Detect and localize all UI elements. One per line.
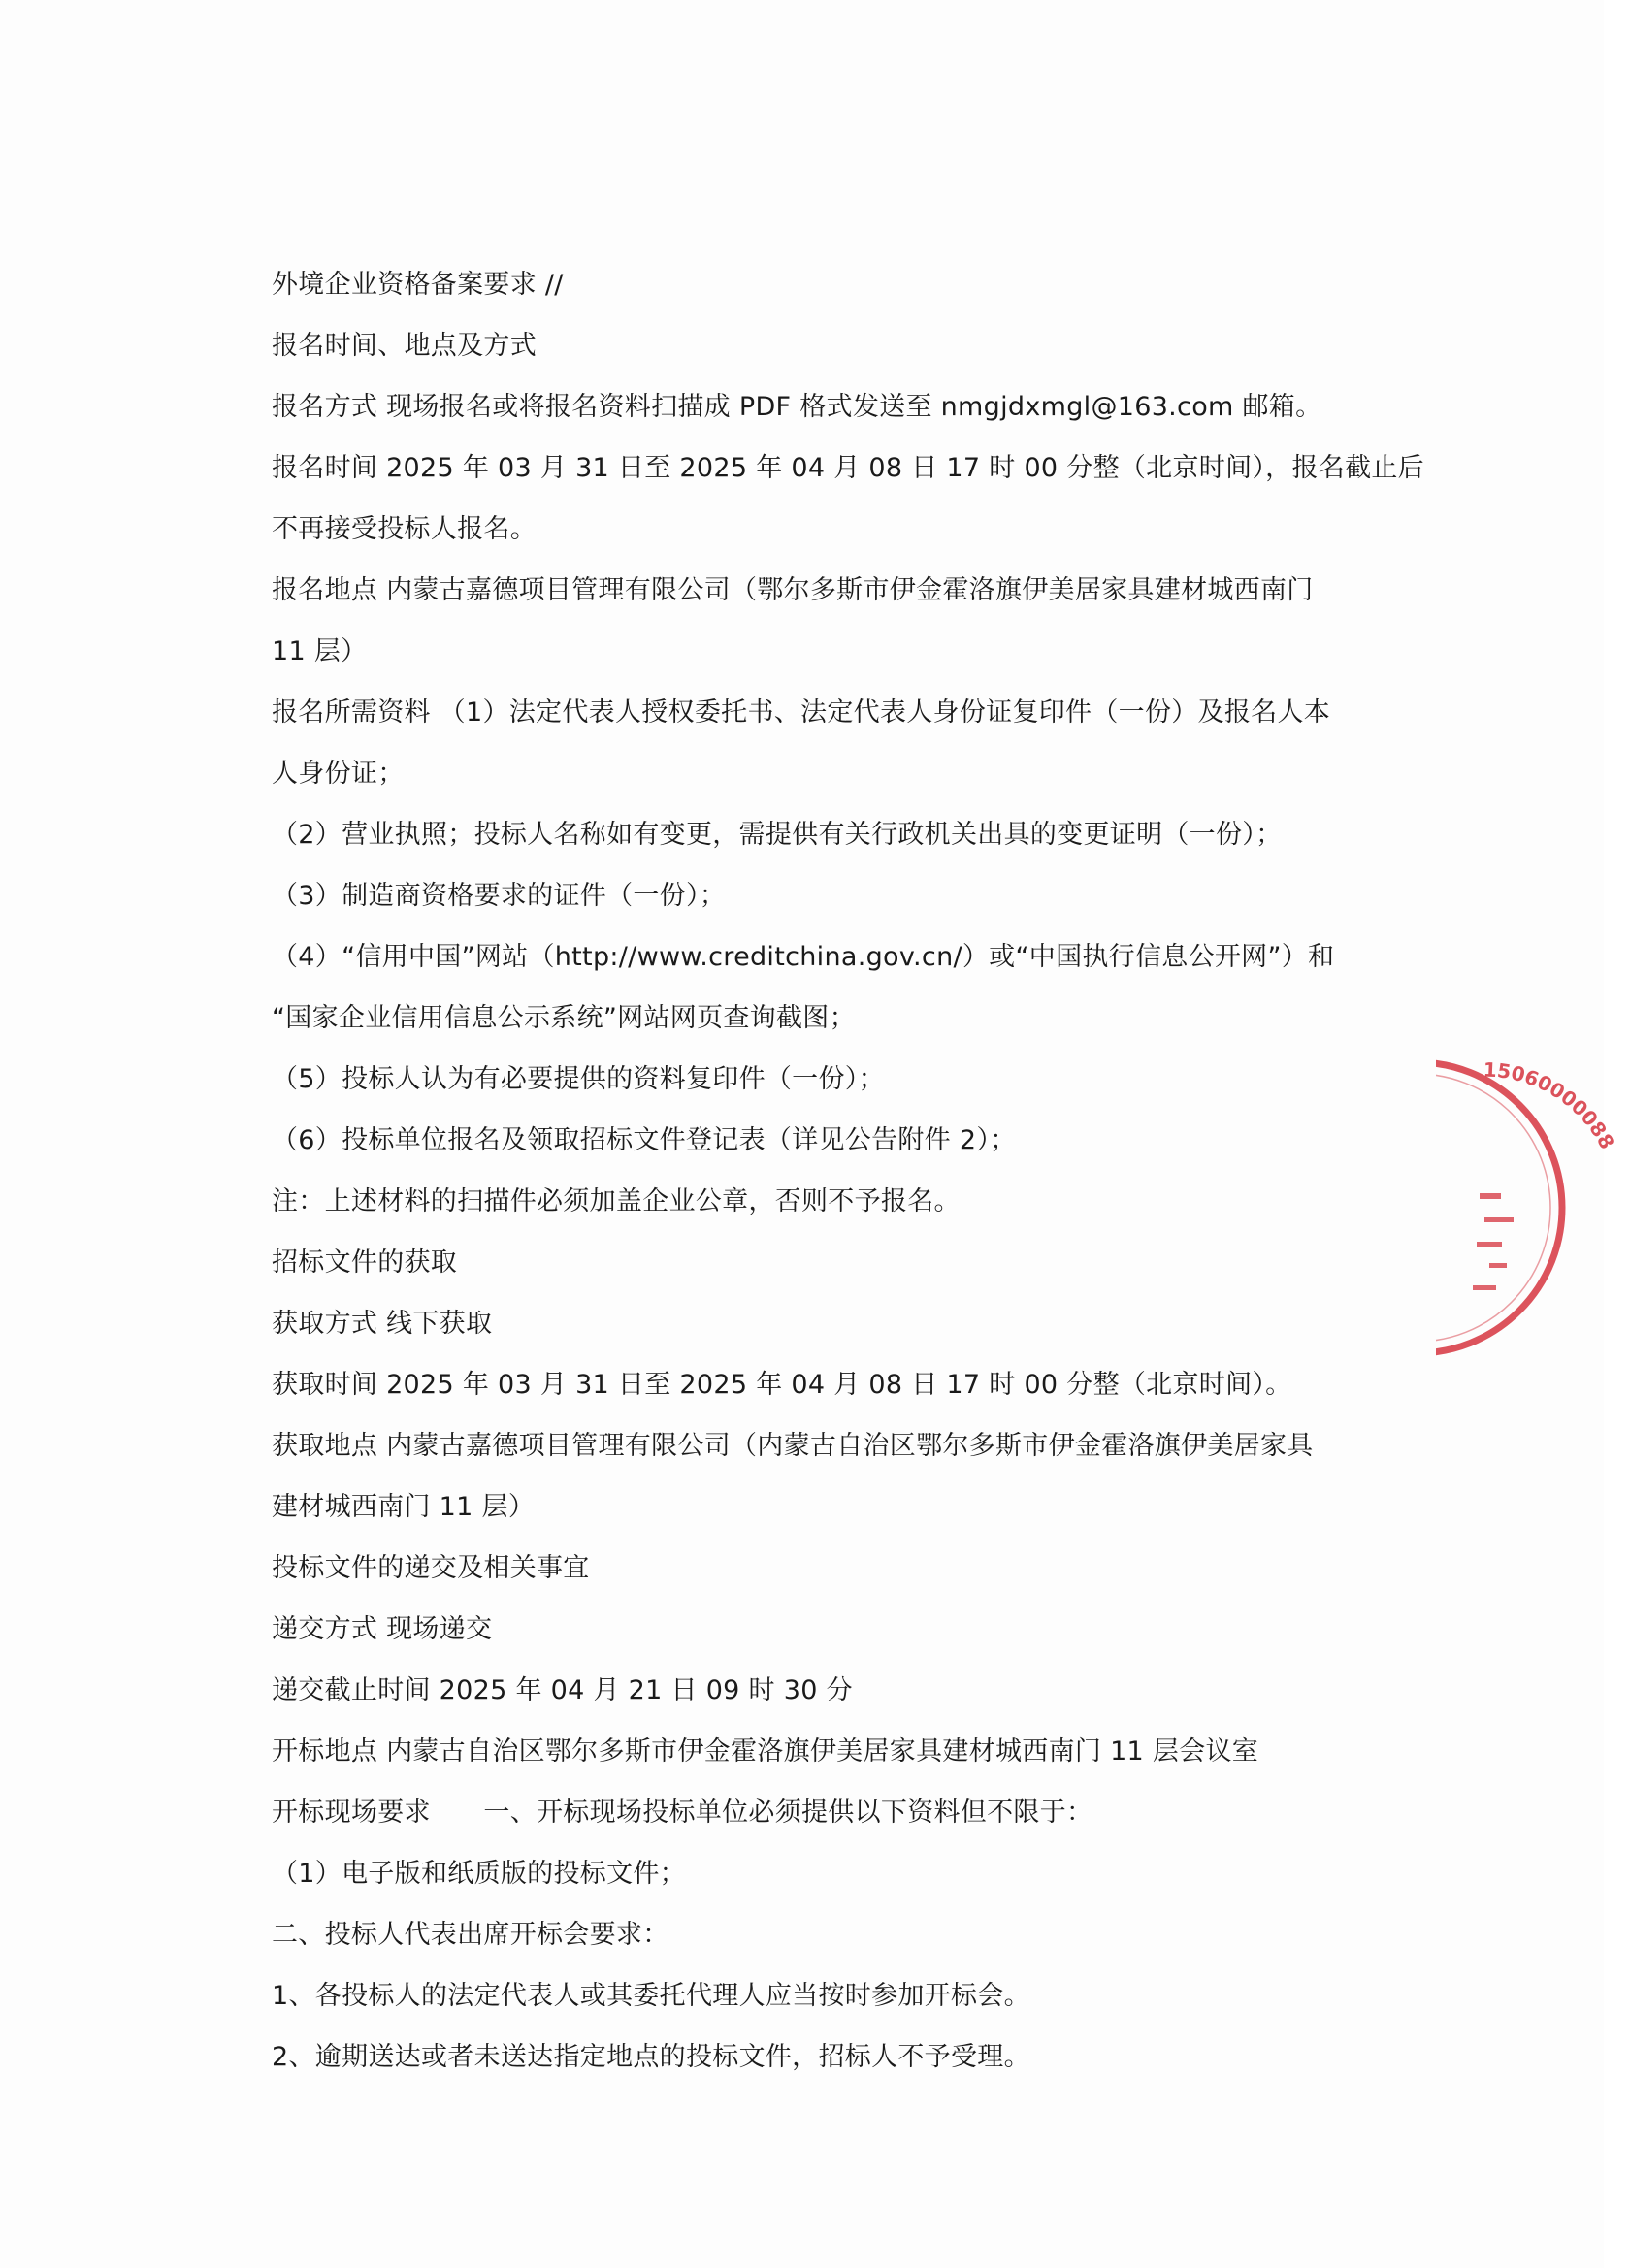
text-line: 二、投标人代表出席开标会要求： [272, 1920, 669, 1950]
section-heading: 投标文件的递交及相关事宜 [272, 1553, 590, 1583]
list-item: （4）“信用中国”网站（http://www.creditchina.gov.cn/）或“中国执行信息公开网”）和 [272, 942, 1335, 972]
text-line: 获取地点 内蒙古嘉德项目管理有限公司（内蒙古自治区鄂尔多斯市伊金霍洛旗伊美居家具 [272, 1431, 1314, 1461]
text-line: 不再接受投标人报名。 [272, 514, 537, 544]
text-line: 建材城西南门 11 层） [272, 1492, 536, 1522]
text-line: 开标地点 内蒙古自治区鄂尔多斯市伊金霍洛旗伊美居家具建材城西南门 11 层会议室 [272, 1736, 1259, 1766]
company-seal-stamp [1436, 1048, 1630, 1368]
text-line: 11 层） [272, 636, 368, 666]
list-item: （3）制造商资格要求的证件（一份）； [272, 881, 727, 911]
section-heading: 报名时间、地点及方式 [272, 331, 537, 361]
text-line: 获取方式 线下获取 [272, 1309, 493, 1339]
seal-number-text: 15060000088 [1483, 1057, 1619, 1153]
text-line: 人身份证； [272, 759, 405, 789]
text-line: 递交方式 现场递交 [272, 1614, 493, 1644]
document-body [272, 254, 1424, 2088]
list-item: （1）电子版和纸质版的投标文件； [272, 1859, 686, 1889]
list-item: 2、逾期送达或者未送达指定地点的投标文件，招标人不予受理。 [272, 2042, 1030, 2072]
text-line: 开标现场要求 一、开标现场投标单位必须提供以下资料但不限于： [272, 1798, 1093, 1828]
text-line: 报名所需资料 （1）法定代表人授权委托书、法定代表人身份证复印件（一份）及报名人本 [272, 697, 1331, 728]
section-heading: 招标文件的获取 [272, 1247, 458, 1278]
text-line: 报名地点 内蒙古嘉德项目管理有限公司（鄂尔多斯市伊金霍洛旗伊美居家具建材城西南门 [272, 575, 1314, 605]
list-item: （6）投标单位报名及领取招标文件登记表（详见公告附件 2）； [272, 1125, 1017, 1155]
text-line: 获取时间 2025 年 03 月 31 日至 2025 年 04 月 08 日 17 时 00 分整（北京时间）。 [272, 1370, 1292, 1400]
text-line: “国家企业信用信息公示系统”网站网页查询截图； [272, 1003, 856, 1033]
text-line: 递交截止时间 2025 年 04 月 21 日 09 时 30 分 [272, 1675, 853, 1705]
list-item: （5）投标人认为有必要提供的资料复印件（一份）； [272, 1064, 885, 1094]
text-line: 外境企业资格备案要求 // [272, 270, 564, 300]
note-line: 注：上述材料的扫描件必须加盖企业公章，否则不予报名。 [272, 1186, 961, 1216]
list-item: （2）营业执照；投标人名称如有变更，需提供有关行政机关出具的变更证明（一份）； [272, 820, 1283, 850]
text-line: 报名方式 现场报名或将报名资料扫描成 PDF 格式发送至 nmgjdxmgl@163.com 邮箱。 [272, 392, 1322, 422]
list-item: 1、各投标人的法定代表人或其委托代理人应当按时参加开标会。 [272, 1981, 1030, 2011]
text-line: 报名时间 2025 年 03 月 31 日至 2025 年 04 月 08 日 17 时 00 分整（北京时间），报名截止后 [272, 453, 1424, 483]
